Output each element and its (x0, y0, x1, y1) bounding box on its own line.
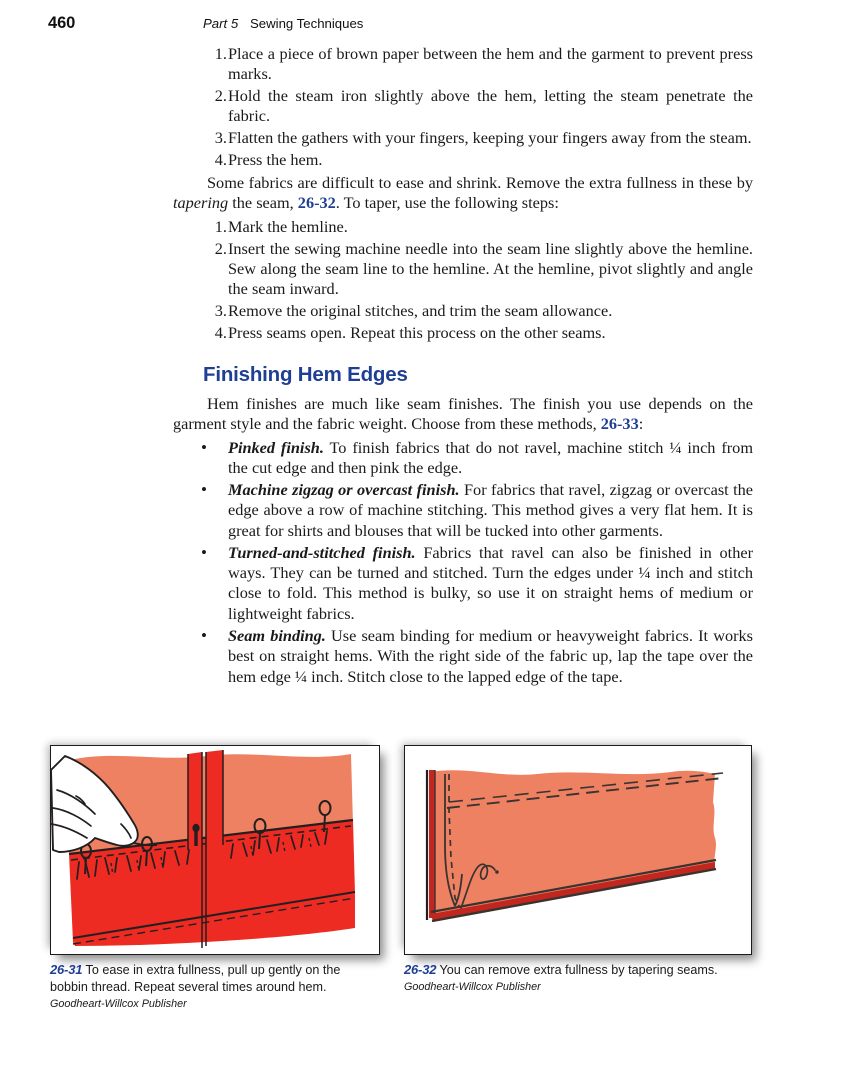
list-item (173, 86, 753, 127)
list-item (173, 301, 753, 321)
list-item-text: Hold the steam iron slightly above the hem, letting the steam penetrate the fabric. (228, 86, 753, 126)
page-number: 460 (48, 14, 76, 32)
list-marker: 1. (214, 216, 227, 236)
finish-term: Seam binding. (228, 626, 326, 646)
list-item (173, 323, 753, 343)
figure-26-31-caption-text: To ease in extra fullness, pull up gently on the bobbin thread. Repeat several times around hem. (50, 963, 341, 994)
tapering-steps-list (173, 217, 753, 343)
list-item-text: Remove the original stitches, and trim the seam allowance. (228, 300, 613, 320)
list-item (173, 626, 753, 687)
figure-26-32 (404, 745, 754, 993)
section-intro-part2: : (638, 414, 644, 434)
figure-reference-26-32[interactable]: 26-32 (297, 193, 336, 213)
list-item (173, 543, 753, 624)
list-item-text: Mark the hemline. (228, 216, 348, 236)
list-item-text: Insert the sewing machine needle into the seam line slightly above the hemline. Sew along the seam line to the hemline. At the hemline, pivot slightly and angle the seam inward. (228, 238, 753, 299)
list-item (173, 150, 753, 170)
figure-26-31-number: 26-31 (50, 962, 83, 977)
section-heading-finishing-hem-edges: Finishing Hem Edges (203, 362, 408, 386)
hem-finishes-list (173, 438, 753, 687)
list-item (173, 44, 753, 85)
figure-26-31-caption (50, 961, 350, 1012)
list-marker: 4. (214, 322, 227, 342)
figure-26-32-number: 26-32 (404, 962, 437, 977)
running-head (0, 14, 849, 40)
list-item-text: Place a piece of brown paper between the hem and the garment to prevent press marks. (228, 44, 753, 84)
tapering-intro-part3: . To taper, use the following steps: (335, 193, 559, 213)
bullet-icon: • (201, 437, 207, 457)
figure-26-32-caption-text: You can remove extra fullness by tapering seams. (439, 963, 718, 977)
list-marker: 3. (214, 300, 227, 320)
figure-26-31-image (50, 745, 380, 955)
section-intro-part1: Hem finishes are much like seam finishes. The finish you use depends on the garment style and the fabric weight. Choose from these methods, (173, 393, 753, 434)
tapering-intro-emphasis: tapering (173, 193, 229, 213)
figure-26-31 (50, 745, 380, 1010)
list-marker: 1. (214, 44, 227, 63)
bullet-icon: • (201, 626, 207, 646)
finish-term: Machine zigzag or overcast finish. (228, 480, 460, 500)
finish-term: Turned-and-stitched finish. (228, 542, 416, 562)
tapering-intro-paragraph (173, 173, 753, 214)
figure-reference-26-33[interactable]: 26-33 (600, 414, 639, 434)
list-item (173, 480, 753, 541)
figure-26-32-credit: Goodheart-Willcox Publisher (404, 981, 541, 993)
list-marker: 4. (214, 149, 227, 169)
list-item-text: Press the hem. (228, 149, 323, 169)
figure-26-32-image (404, 745, 752, 955)
finish-term: Pinked finish. (228, 437, 324, 457)
figure-26-31-credit: Goodheart-Willcox Publisher (50, 998, 187, 1010)
running-head-title: Sewing Techniques (250, 16, 364, 31)
text-column (173, 44, 753, 689)
running-head-part: Part 5 (203, 16, 239, 31)
section-intro-paragraph (173, 394, 753, 435)
list-item-text: Press seams open. Repeat this process on the other seams. (228, 322, 606, 342)
finish-text: Fabrics that ravel can also be finished in other ways. They can be turned and stitched. Turn the edges under ¼ inch and stitch close to fold. This method is bulky, so use it on straight hems of medium or lightweight fabrics. (228, 542, 753, 623)
list-item (173, 239, 753, 300)
bullet-icon: • (201, 542, 207, 562)
list-marker: 2. (214, 86, 227, 106)
finish-text: To finish fabrics that do not ravel, machine stitch ¼ inch from the cut edge and then pink the edge. (228, 437, 753, 477)
pressing-steps-list (173, 44, 753, 170)
list-item (173, 217, 753, 237)
list-marker: 3. (214, 128, 227, 148)
list-item-text: Flatten the gathers with your fingers, keeping your fingers away from the steam. (228, 128, 752, 148)
list-item (173, 128, 753, 148)
finish-text: For fabrics that ravel, zigzag or overcast the edge above a row of machine stitching. This method gives a very flat hem. It is great for shirts and blouses that will be tucked into other garments. (228, 480, 753, 540)
tapering-intro-part2: the seam, (228, 193, 298, 213)
bullet-icon: • (201, 480, 207, 500)
list-item (173, 438, 753, 479)
finish-text: Use seam binding for medium or heavyweight fabrics. It works best on straight hems. With the right side of the fabric up, lap the tape over the hem edge ¼ inch. Stitch close to the lapped edge of the tape. (228, 626, 753, 686)
list-marker: 2. (214, 238, 227, 258)
figure-26-32-caption (404, 961, 744, 995)
tapering-intro-part1: Some fabrics are difficult to ease and shrink. Remove the extra fullness in these by (207, 173, 753, 193)
